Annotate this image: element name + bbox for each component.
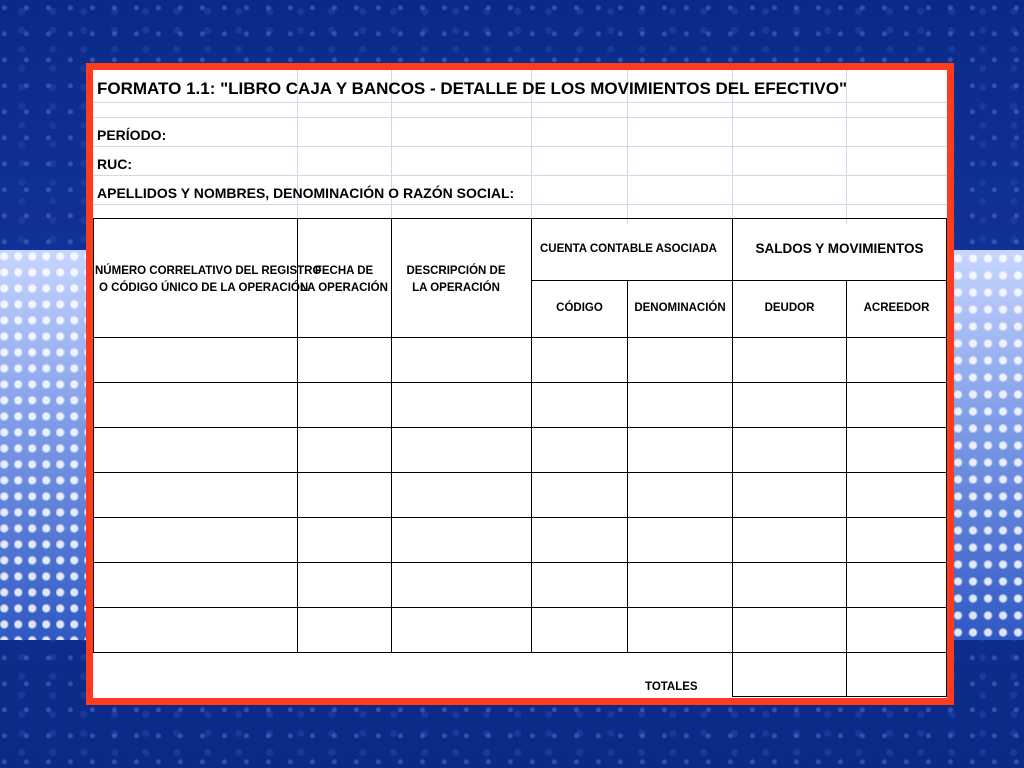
table-col-divider <box>732 218 733 697</box>
table-border-top <box>93 218 947 219</box>
gridline <box>93 102 947 103</box>
periodo-label: PERÍODO: <box>97 127 167 143</box>
header-codigo: CÓDIGO <box>556 302 603 314</box>
table-row-divider <box>93 652 947 653</box>
razon-social-label: APELLIDOS Y NOMBRES, DENOMINACIÓN O RAZÓN SOCIAL: <box>97 185 515 201</box>
header-acreedor: ACREEDOR <box>863 302 930 314</box>
table-row-divider <box>93 382 947 383</box>
table-col-divider <box>627 280 628 652</box>
header-fecha-line1: FECHA DE <box>314 265 374 277</box>
table-header-bottom <box>93 337 947 338</box>
table-row-divider <box>93 427 947 428</box>
header-descripcion-line1: DESCRIPCIÓN DE <box>406 265 506 277</box>
gridline <box>93 175 947 176</box>
gridline <box>93 204 947 205</box>
table-border-left <box>93 218 94 652</box>
table-row-divider <box>93 517 947 518</box>
table-col-divider <box>846 280 847 697</box>
gridline <box>93 117 947 118</box>
table-row-divider <box>93 562 947 563</box>
totals-border-bottom <box>732 696 947 697</box>
form-sheet <box>93 70 947 698</box>
header-descripcion-line2: LA OPERACIÓN <box>412 282 500 294</box>
gridline <box>93 146 947 147</box>
header-denominacion: DENOMINACIÓN <box>634 302 726 314</box>
header-deudor: DEUDOR <box>764 302 815 314</box>
table-row-divider <box>93 607 947 608</box>
table-col-divider <box>531 218 532 652</box>
header-fecha-line2: LA OPERACIÓN <box>300 282 388 294</box>
table-row-divider <box>93 472 947 473</box>
header-saldos-movimientos: SALDOS Y MOVIMIENTOS <box>755 241 924 256</box>
form-title: FORMATO 1.1: "LIBRO CAJA Y BANCOS - DETALLE DE LOS MOVIMIENTOS DEL EFECTIVO" <box>97 79 848 98</box>
header-numero-line2: O CÓDIGO ÚNICO DE LA OPERACIÓN <box>99 282 309 294</box>
totales-label: TOTALES <box>645 681 698 693</box>
ruc-label: RUC: <box>97 156 132 172</box>
table-border-right <box>946 218 947 697</box>
table-subheader-divider <box>532 280 947 281</box>
header-numero-line1: NÚMERO CORRELATIVO DEL REGISTRO <box>95 265 322 277</box>
header-cuenta-contable: CUENTA CONTABLE ASOCIADA <box>540 243 717 255</box>
background-frosted-trees-left <box>0 250 90 640</box>
slide-frame <box>86 63 954 705</box>
